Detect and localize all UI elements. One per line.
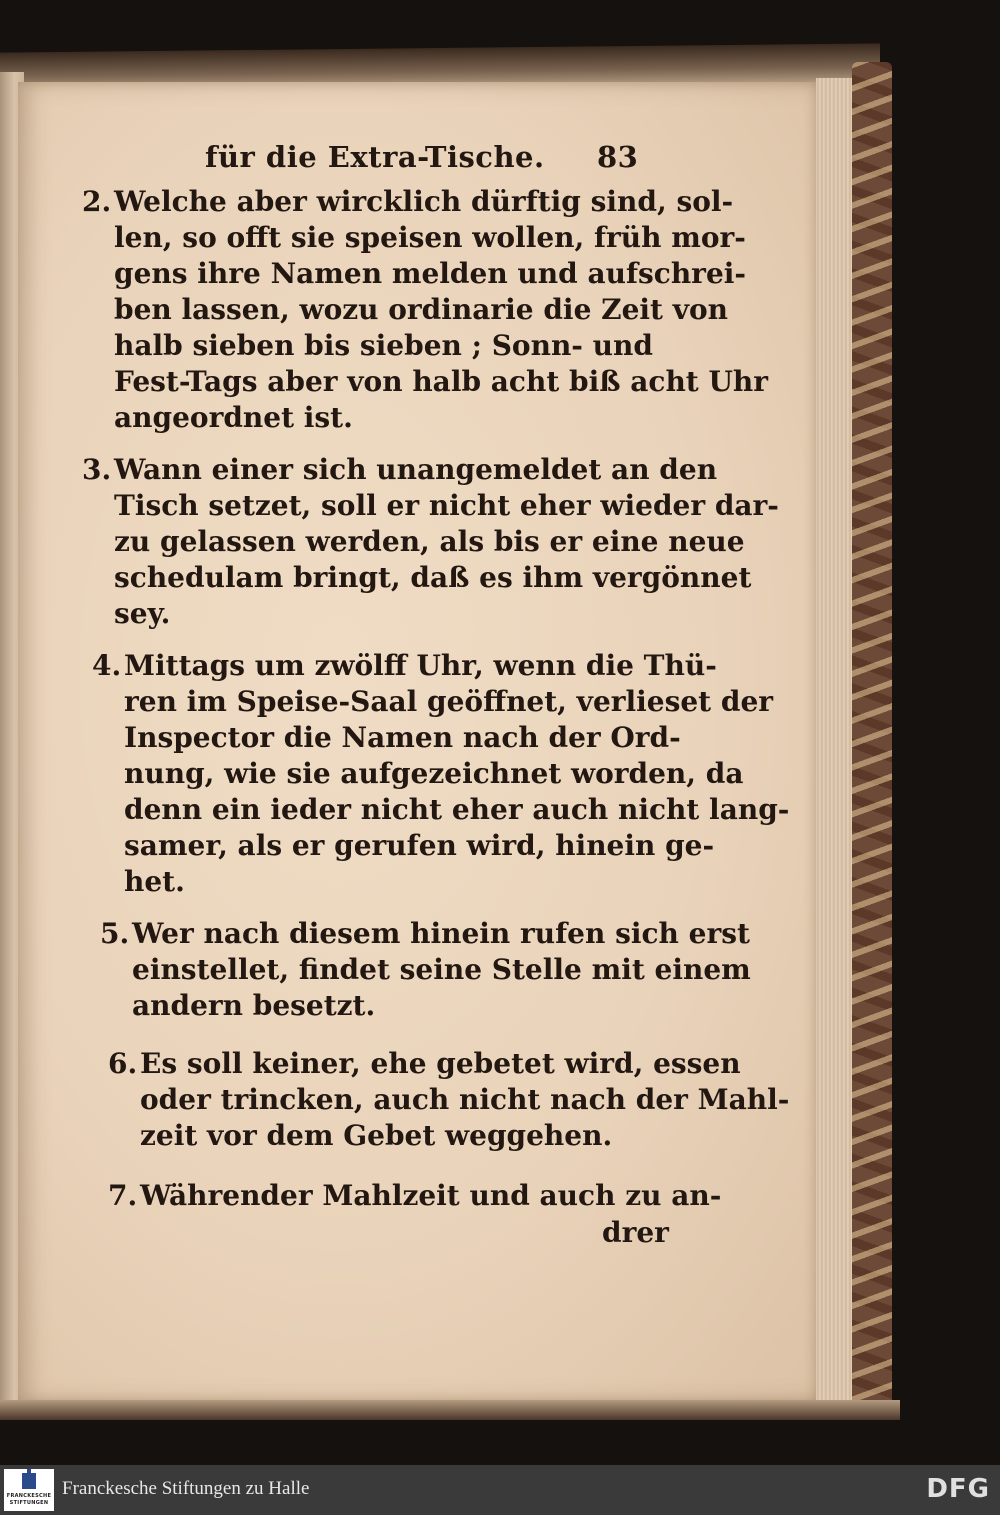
building-icon [22, 1473, 36, 1489]
text-line: Fest-Tags aber von halb acht biß acht Uhr [114, 365, 769, 398]
text-line: Es soll keiner, ehe gebetet wird, essen [140, 1047, 741, 1080]
logo-text-line: FRANCKESCHE [6, 1493, 52, 1499]
text-line: Tisch setzet, soll er nicht eher wieder dar- [114, 489, 779, 522]
text-line: nung, wie sie aufgezeichnet worden, da [124, 757, 744, 790]
text-line: zu gelassen werden, als bis er eine neue [114, 525, 745, 558]
text-line: denn ein ieder nicht eher auch nicht lang- [124, 793, 790, 826]
text-line: halb sieben bis sieben ; Sonn- und [114, 329, 653, 362]
institution-name: Franckesche Stiftungen zu Halle [62, 1478, 310, 1499]
text-line: schedulam bringt, daß es ihm vergönnet [114, 561, 752, 594]
header-title: für die Extra-Tische. [205, 140, 545, 174]
running-header [205, 140, 639, 180]
dfg-logo[interactable]: DFG [926, 1474, 990, 1504]
item-body [114, 184, 768, 436]
item-body [132, 916, 751, 1024]
text-line: len, so offt sie speisen wollen, früh mor- [114, 221, 746, 254]
item-number: 7. [108, 1179, 138, 1212]
text-line: oder trincken, auch nicht nach der Mahl- [140, 1083, 790, 1116]
text-line: Währender Mahlzeit und auch zu an- [140, 1179, 722, 1212]
text-line: ren im Speise-Saal geöffnet, verlieset der [124, 685, 774, 718]
text-line: Wann einer sich unangemeldet an den [114, 453, 718, 486]
text-line: Inspector die Namen nach der Ord- [124, 721, 681, 754]
text-line: angeordnet ist. [114, 401, 353, 434]
catchword: drer [602, 1216, 669, 1249]
item-body [140, 1178, 721, 1214]
text-line: Welche aber wircklich dürftig sind, sol- [114, 185, 734, 218]
item-number: 2. [82, 185, 112, 218]
text-line: het. [124, 865, 185, 898]
text-line: ben lassen, wozu ordinarie die Zeit von [114, 293, 729, 326]
text-line: zeit vor dem Gebet weggehen. [140, 1119, 613, 1152]
item-body [124, 648, 789, 900]
item-body [114, 452, 779, 632]
item-number: 3. [82, 453, 112, 486]
text-line: samer, als er gerufen wird, hinein ge- [124, 829, 715, 862]
viewer-footer [0, 1465, 1000, 1515]
text-line: sey. [114, 597, 171, 630]
text-line: gens ihre Namen melden und aufschrei- [114, 257, 747, 290]
item-number: 6. [108, 1047, 138, 1080]
text-line: Mittags um zwölff Uhr, wenn die Thü- [124, 649, 717, 682]
franckesche-logo[interactable] [4, 1469, 54, 1511]
item-number: 4. [92, 649, 122, 682]
item-number: 5. [100, 917, 130, 950]
item-body [140, 1046, 789, 1154]
text-line: einstellet, findet seine Stelle mit einem [132, 953, 751, 986]
logo-text-line: STIFTUNGEN [9, 1500, 49, 1506]
page-number: 83 [597, 140, 639, 174]
text-line: Wer nach diesem hinein rufen sich erst [132, 917, 750, 950]
text-line: andern besetzt. [132, 989, 376, 1022]
